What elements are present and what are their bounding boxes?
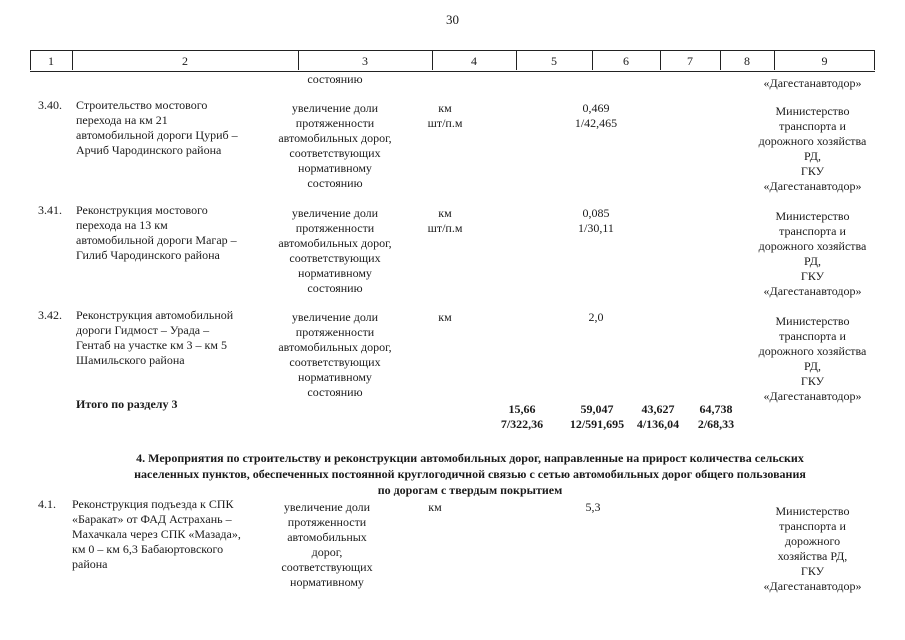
row-executor: Министерство транспорта и дорожного хозяйства РД, ГКУ «Дагестанавтодор» xyxy=(758,104,867,193)
header-col-8: 8 xyxy=(744,54,750,68)
header-col-1: 1 xyxy=(48,54,54,68)
header-col-2: 2 xyxy=(182,54,188,68)
total-col6: 59,047 12/591,695 xyxy=(569,402,625,431)
row-unit: км xyxy=(438,310,452,324)
grid-line xyxy=(298,50,299,70)
section-heading: 4. Мероприятия по строительству и реконструкции автомобильных дорог, направленные на прирост количества сельских населенных пунктов, обеспеченных постоянной круглогодичной связью с сетью автомобильных дорог общего пользования по дорогам с твердым покрытием xyxy=(134,451,806,497)
total-col7: 43,627 4/136,04 xyxy=(636,402,680,431)
row-number: 3.41. xyxy=(38,203,62,217)
row-indicator: увеличение доли протяженности автомобильных дорог, соответствующих нормативному xyxy=(281,500,373,589)
grid-line xyxy=(874,50,875,70)
grid-line xyxy=(720,50,721,70)
page-number: 30 xyxy=(446,12,459,27)
row-executor: Министерство транспорта и дорожного хозяйства РД, ГКУ «Дагестанавтодор» xyxy=(758,314,867,403)
header-col-9: 9 xyxy=(821,54,828,68)
row-name: Реконструкция подъезда к СПК «Баракат» от ФАД Астрахань – Махачкала через СПК «Мазада», км 0 – км 6,3 Бабаюртовского района xyxy=(72,497,241,571)
header-col-4: 4 xyxy=(471,54,477,68)
row-name: Реконструкция мостового перехода на 13 км автомобильной дороги Магар – Гилиб Чародинского района xyxy=(76,203,237,262)
row-name: Строительство мостового перехода на км 21 автомобильной дороги Цуриб – Арчиб Чародинского района xyxy=(76,98,238,157)
row-unit: км шт/п.м xyxy=(427,206,463,235)
grid-line xyxy=(774,50,775,70)
grid-line xyxy=(660,50,661,70)
row-number: 3.42. xyxy=(38,308,62,322)
row-executor: Министерство транспорта и дорожного хозяйства РД, ГКУ «Дагестанавтодор» xyxy=(763,504,862,593)
header-col-5: 5 xyxy=(551,54,557,68)
row-value-col6: 0,469 1/42,465 xyxy=(574,101,618,130)
row-unit: км xyxy=(428,500,442,514)
row-executor: Министерство транспорта и дорожного хозяйства РД, ГКУ «Дагестанавтодор» xyxy=(758,209,867,298)
row-value-col6: 0,085 1/30,11 xyxy=(578,206,614,235)
grid-line xyxy=(30,50,31,70)
row-indicator: увеличение доли протяженности автомобильных дорог, соответствующих нормативному состоянию xyxy=(278,310,392,399)
row-number: 4.1. xyxy=(38,497,56,511)
header-col-7: 7 xyxy=(687,54,693,68)
row-indicator: увеличение доли протяженности автомобильных дорог, соответствующих нормативному состоянию xyxy=(278,206,392,295)
total-label: Итого по разделу 3 xyxy=(76,397,178,411)
row-name: Реконструкция автомобильной дороги Гидмост – Урада – Гентаб на участке км 3 – км 5 Шамильского района xyxy=(76,308,234,367)
continued-indicator: состоянию xyxy=(307,72,363,86)
row-value-col6: 5,3 xyxy=(585,500,601,514)
grid-line xyxy=(592,50,593,70)
row-indicator: увеличение доли протяженности автомобильных дорог, соответствующих нормативному состоянию xyxy=(278,101,392,190)
table-header xyxy=(30,50,875,72)
grid-line xyxy=(432,50,433,70)
row-unit: км шт/п.м xyxy=(427,101,463,130)
total-col5: 15,66 7/322,36 xyxy=(500,402,544,431)
grid-line xyxy=(72,50,73,70)
row-number: 3.40. xyxy=(38,98,62,112)
header-col-3: 3 xyxy=(362,54,368,68)
continued-executor: «Дагестанавтодор» xyxy=(763,76,862,90)
grid-line xyxy=(516,50,517,70)
total-col8: 64,738 2/68,33 xyxy=(697,402,735,431)
row-value-col6: 2,0 xyxy=(588,310,604,324)
header-col-6: 6 xyxy=(623,54,629,68)
